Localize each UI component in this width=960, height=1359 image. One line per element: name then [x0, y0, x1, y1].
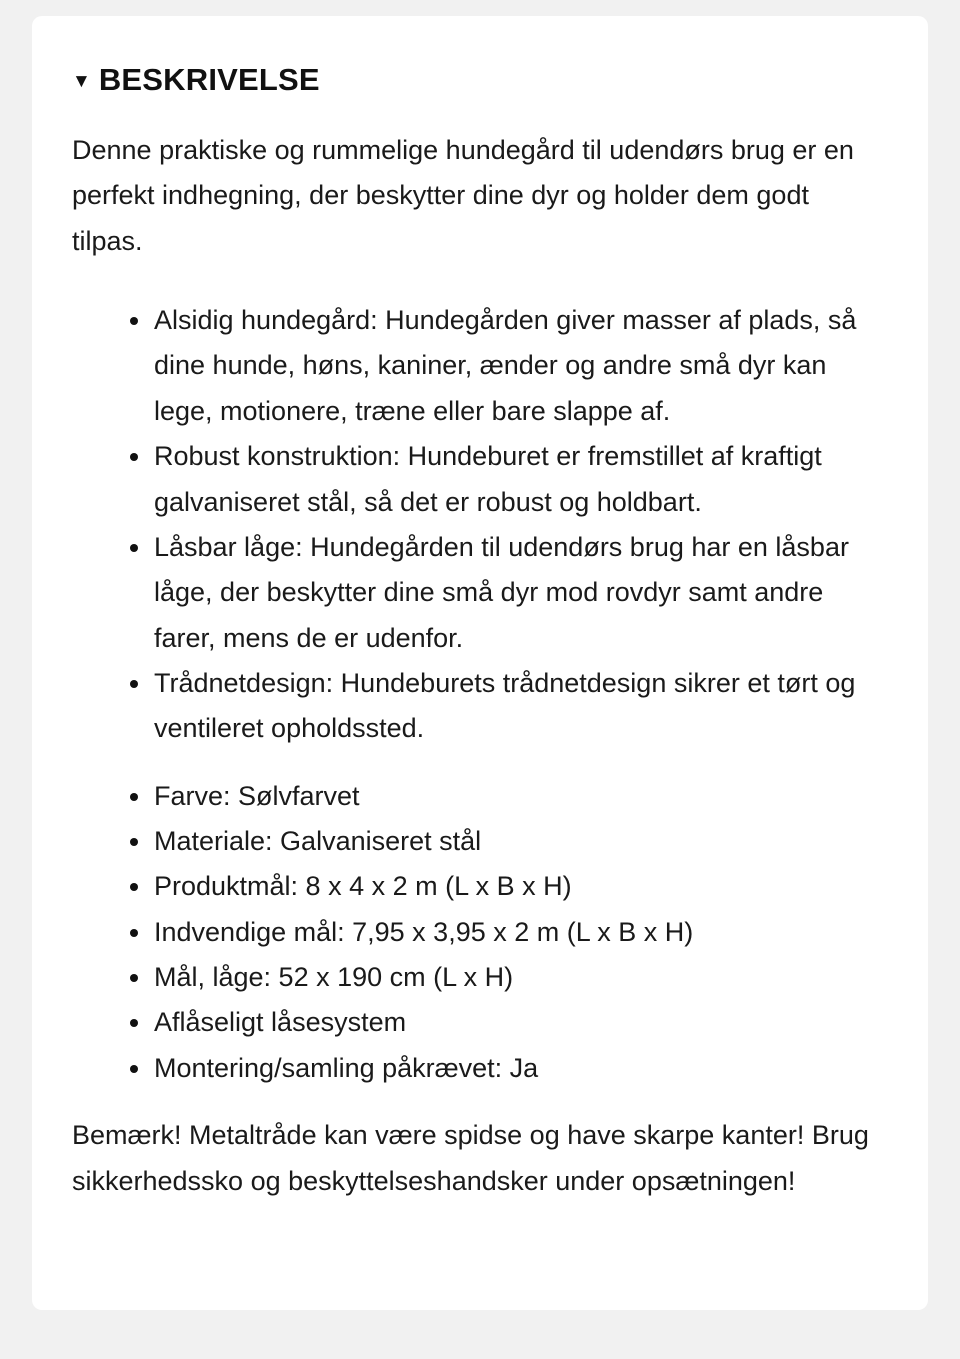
list-item: Materiale: Galvaniseret stål — [72, 819, 886, 864]
spec-bullet-list — [72, 774, 886, 1092]
list-item: Montering/samling påkrævet: Ja — [72, 1046, 886, 1091]
list-item: Mål, låge: 52 x 190 cm (L x H) — [72, 955, 886, 1000]
list-item: Låsbar låge: Hundegården til udendørs brug har en låsbar låge, der beskytter dine små dyr mod rovdyr samt andre farer, mens de er udenfor. — [72, 525, 886, 661]
section-title: BESKRIVELSE — [98, 62, 320, 97]
list-item: Indvendige mål: 7,95 x 3,95 x 2 m (L x B x H) — [72, 910, 886, 955]
list-item: Produktmål: 8 x 4 x 2 m (L x B x H) — [72, 864, 886, 909]
list-item: Aflåseligt låsesystem — [72, 1000, 886, 1045]
description-card — [32, 16, 928, 1310]
description-accordion-header[interactable] — [72, 62, 886, 98]
collapse-arrow-icon: ▼ — [72, 70, 91, 92]
list-item: Robust konstruktion: Hundeburet er fremstillet af kraftigt galvaniseret stål, så det er robust og holdbart. — [72, 434, 886, 525]
list-item: Alsidig hundegård: Hundegården giver masser af plads, så dine hunde, høns, kaniner, ænder og andre små dyr kan lege, motionere, træne eller bare slappe af. — [72, 298, 886, 434]
feature-bullet-list — [72, 298, 886, 752]
intro-paragraph: Denne praktiske og rummelige hundegård til udendørs brug er en perfekt indhegning, der beskytter dine dyr og holder dem godt tilpas. — [72, 135, 854, 256]
warning-note: Bemærk! Metaltråde kan være spidse og have skarpe kanter! Brug sikkerhedssko og beskyttelseshandsker under opsætningen! — [72, 1120, 869, 1196]
list-item: Farve: Sølvfarvet — [72, 774, 886, 819]
list-item: Trådnetdesign: Hundeburets trådnetdesign sikrer et tørt og ventileret opholdssted. — [72, 661, 886, 752]
